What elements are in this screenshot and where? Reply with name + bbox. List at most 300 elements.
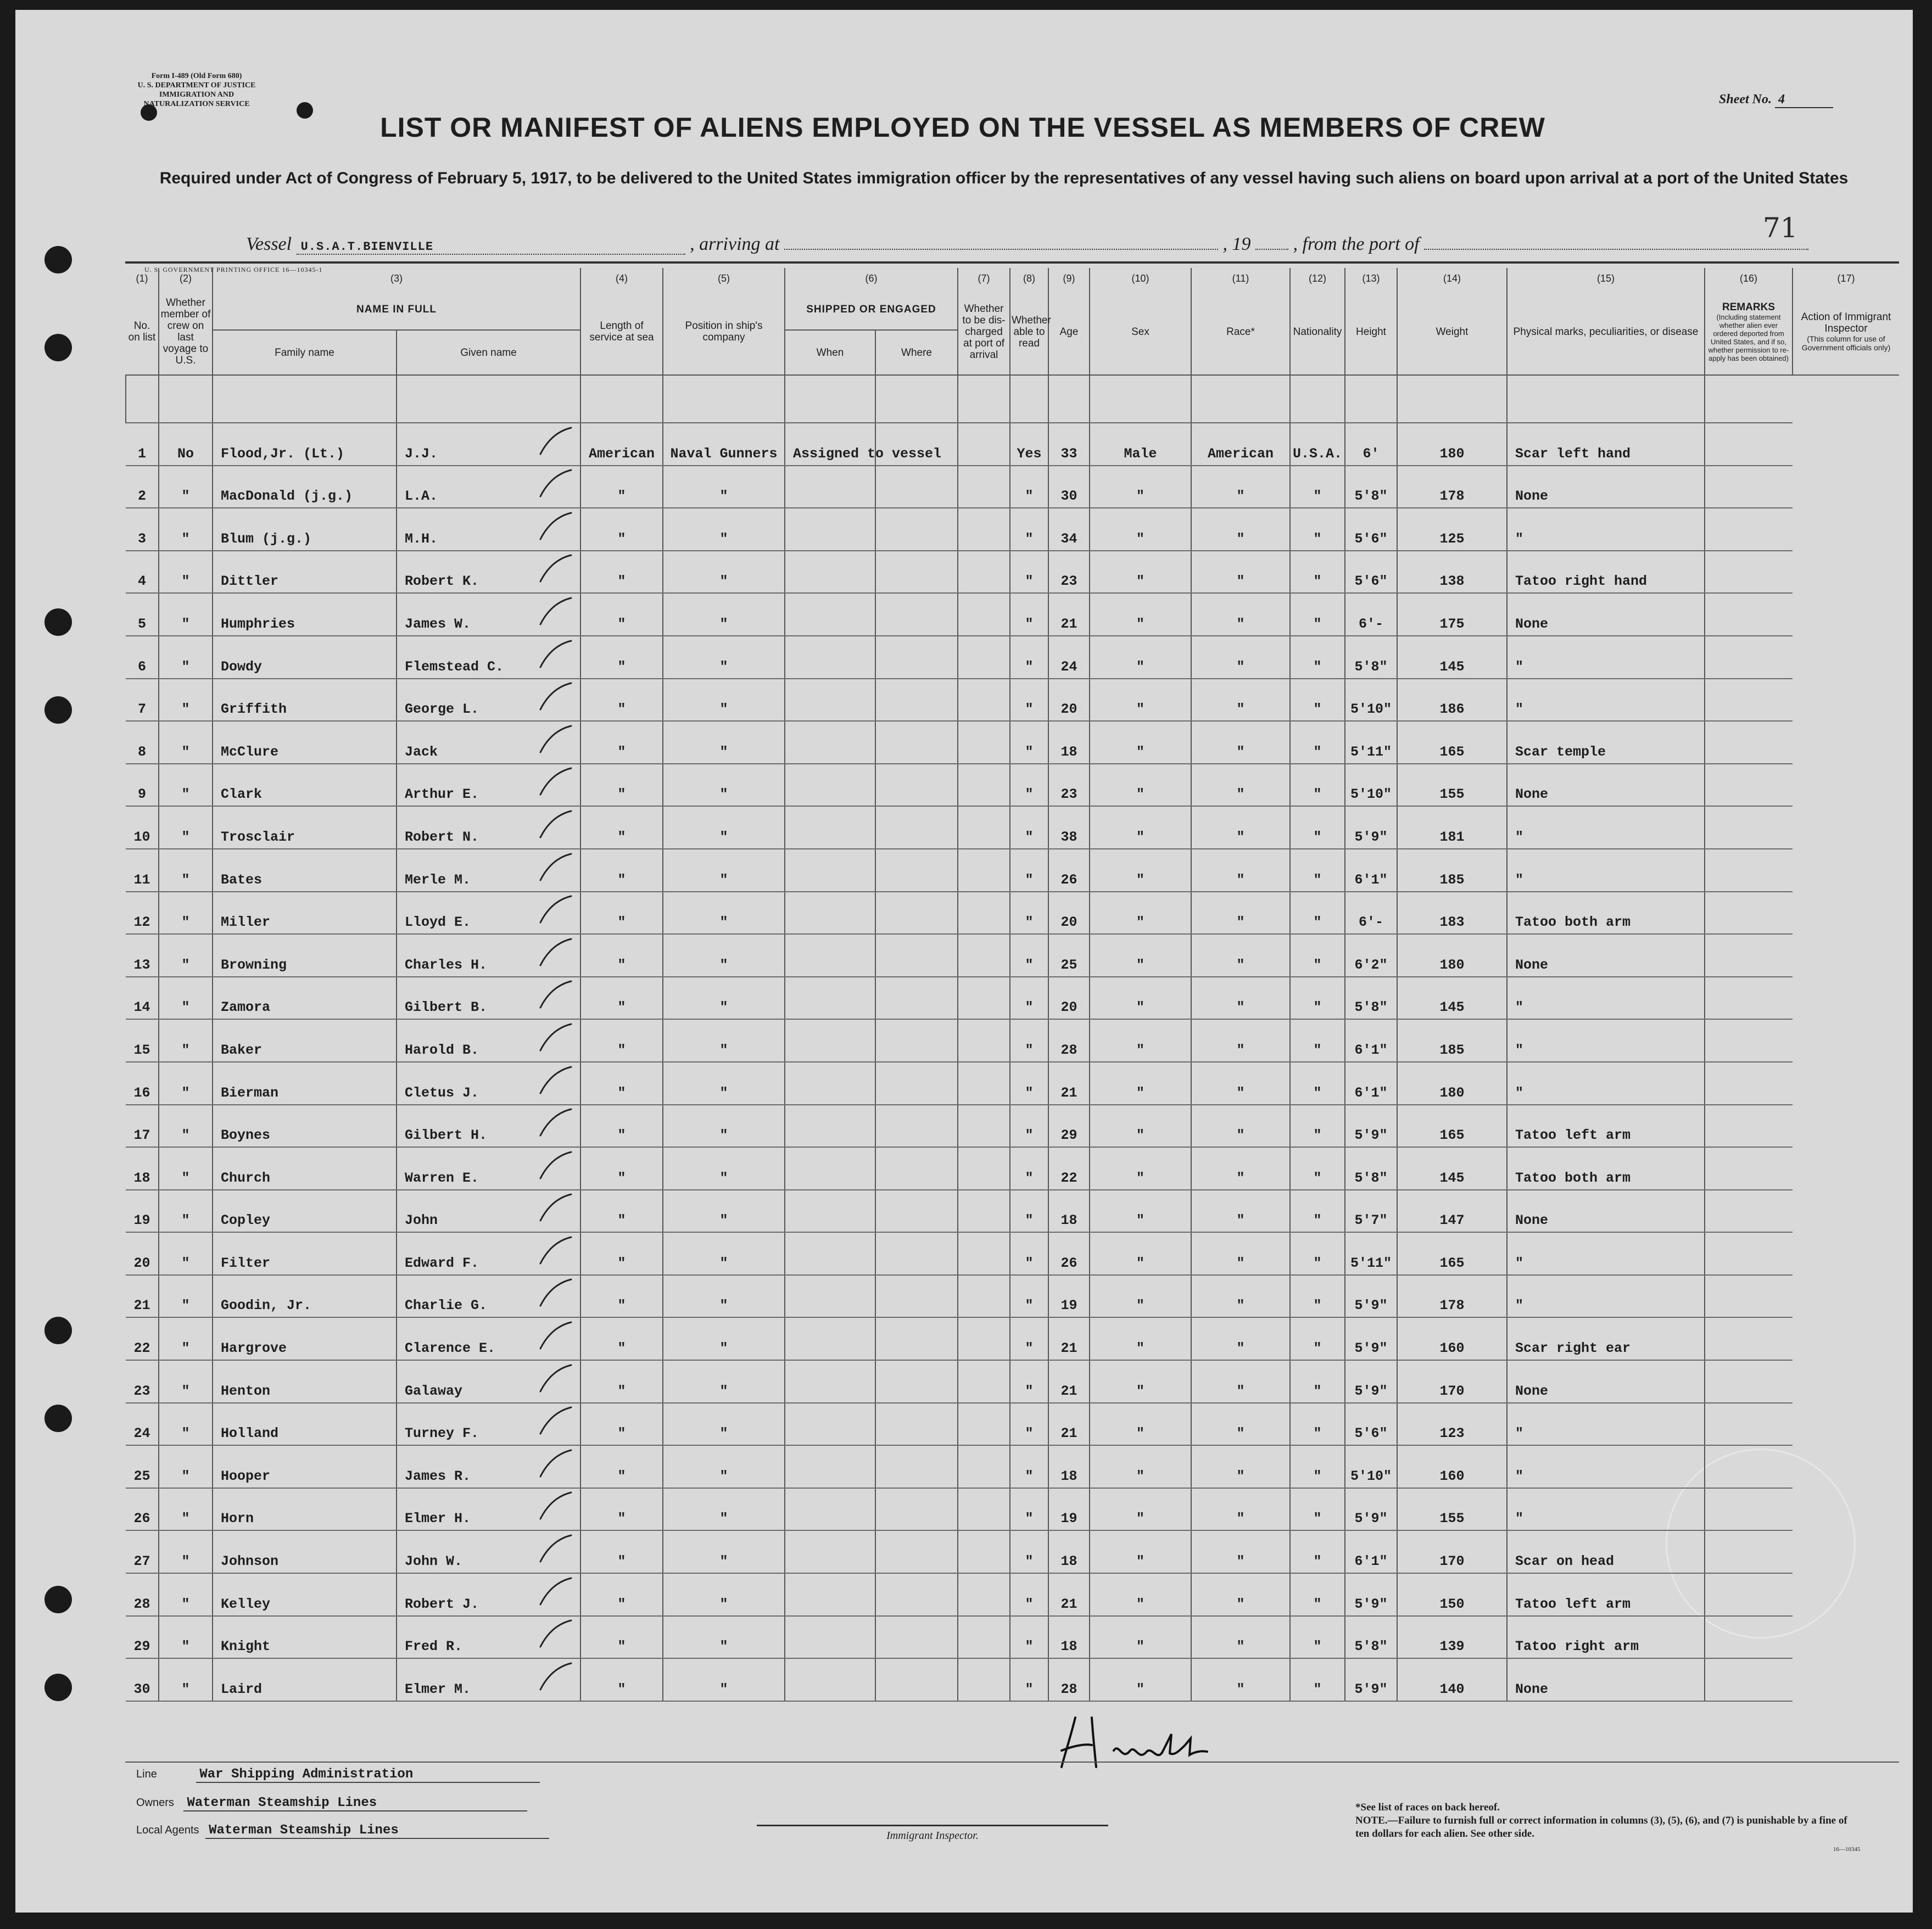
family-name: Henton	[221, 1383, 271, 1399]
weight-cell	[1397, 1488, 1507, 1531]
physical-marks-cell	[1507, 551, 1705, 594]
position: "	[719, 1511, 728, 1527]
given-name-cell	[397, 551, 580, 594]
physical-marks: None	[1515, 786, 1549, 803]
sex-cell	[1090, 1445, 1191, 1488]
department-name: U. S. DEPARTMENT OF JUSTICE	[137, 81, 256, 90]
given-name: Turney F.	[405, 1425, 479, 1442]
row-number: 19	[133, 1212, 150, 1229]
family-name: Horn	[221, 1511, 254, 1527]
row-number: 6	[137, 658, 146, 675]
family-name: Kelley	[221, 1596, 271, 1612]
member-last-voyage-cell	[159, 892, 213, 935]
height: 6'1"	[1354, 1553, 1388, 1570]
shipped-when-cell	[785, 1190, 875, 1233]
sex-cell	[1090, 1275, 1191, 1318]
sex: "	[1136, 658, 1144, 675]
row-number-cell	[126, 593, 159, 636]
nationality: "	[1313, 701, 1322, 718]
family-name: Zamora	[221, 999, 271, 1016]
age-cell	[1048, 1232, 1090, 1275]
sex-cell	[1090, 1232, 1191, 1275]
shipped-where-cell	[875, 1105, 958, 1148]
table-row	[126, 1488, 1899, 1531]
member-last-voyage-cell	[159, 423, 213, 466]
row-number: 7	[137, 701, 146, 718]
able-to-read: "	[1025, 1255, 1034, 1271]
sex: "	[1136, 1553, 1144, 1570]
given-name: Elmer H.	[405, 1511, 471, 1527]
weight: 165	[1439, 1127, 1465, 1144]
spacer-cell	[1290, 375, 1345, 423]
age-cell	[1048, 977, 1090, 1020]
agents-value: Waterman Steamship Lines	[205, 1823, 549, 1839]
race: "	[1236, 701, 1245, 718]
length-service: "	[617, 1425, 626, 1442]
member-last-voyage-cell	[159, 1488, 213, 1531]
height-cell	[1345, 764, 1397, 807]
height-cell	[1345, 806, 1397, 849]
height: 6'1"	[1354, 871, 1388, 888]
nationality-cell	[1290, 1019, 1345, 1062]
spacer-cell	[580, 375, 663, 423]
action-inspector-cell	[1705, 1062, 1793, 1105]
length-service: "	[617, 573, 626, 590]
age: 20	[1060, 999, 1077, 1016]
member-last-voyage-cell	[159, 1530, 213, 1573]
checkmark-icon	[536, 852, 574, 885]
shipped-where-cell	[875, 806, 958, 849]
sex: "	[1136, 1425, 1144, 1442]
header-length-service: Length of service at sea	[580, 289, 663, 375]
spacer-cell	[1345, 375, 1397, 423]
sheet-number-label: Sheet No.	[1719, 92, 1772, 107]
action-inspector-cell	[1705, 806, 1793, 849]
position-cell	[663, 934, 785, 977]
height-cell	[1345, 679, 1397, 722]
physical-marks-cell	[1507, 466, 1705, 508]
line-field	[136, 1767, 540, 1783]
member-last-voyage: "	[181, 871, 190, 888]
weight-cell	[1397, 1190, 1507, 1233]
position-cell	[663, 1445, 785, 1488]
header-nationality: Nationality	[1290, 289, 1345, 375]
weight-cell	[1397, 466, 1507, 508]
age-cell	[1048, 679, 1090, 722]
race: "	[1236, 573, 1245, 590]
sex-cell	[1090, 1573, 1191, 1616]
sex-cell	[1090, 1019, 1191, 1062]
age-cell	[1048, 892, 1090, 935]
position: Naval Gunners	[670, 445, 778, 462]
physical-marks-cell	[1507, 1658, 1705, 1701]
physical-marks: None	[1515, 957, 1549, 973]
family-name-cell	[213, 636, 397, 679]
family-name-cell	[213, 1275, 397, 1318]
length-service-cell	[580, 1105, 663, 1148]
header-weight: Weight	[1397, 289, 1507, 375]
header-position: Position in ship's company	[663, 289, 785, 375]
spacer-cell	[958, 375, 1010, 423]
height: 5'11"	[1350, 743, 1392, 760]
position: "	[719, 1681, 728, 1697]
weight-cell	[1397, 1658, 1507, 1701]
shipped-when-cell	[785, 636, 875, 679]
position-cell	[663, 508, 785, 551]
able-to-read: "	[1025, 1553, 1034, 1570]
physical-marks-cell	[1507, 1360, 1705, 1403]
shipped-where-cell	[875, 593, 958, 636]
nationality: "	[1313, 1298, 1322, 1314]
weight-cell	[1397, 1573, 1507, 1616]
row-number-cell	[126, 1105, 159, 1148]
given-name: Merle M.	[405, 871, 471, 888]
table-row	[126, 551, 1899, 594]
family-name-cell	[213, 934, 397, 977]
family-name: Bates	[221, 871, 263, 888]
sex-cell	[1090, 1658, 1191, 1701]
nationality: "	[1313, 957, 1322, 973]
physical-marks-cell	[1507, 1019, 1705, 1062]
member-last-voyage: "	[181, 1383, 190, 1399]
family-name-cell	[213, 593, 397, 636]
member-last-voyage: "	[181, 743, 190, 760]
col-num: (8)	[1010, 268, 1048, 289]
position-cell	[663, 551, 785, 594]
height: 6'-	[1358, 616, 1383, 632]
spacer-cell	[1010, 375, 1048, 423]
shipped-where-cell	[875, 1573, 958, 1616]
row-number-cell	[126, 1317, 159, 1360]
sex-cell	[1090, 1403, 1191, 1446]
race: "	[1236, 743, 1245, 760]
row-number-cell	[126, 423, 159, 466]
discharged-cell	[958, 1147, 1010, 1190]
checkmark-icon	[536, 553, 574, 586]
row-number: 18	[133, 1170, 150, 1186]
nationality-cell	[1290, 1147, 1345, 1190]
height: 5'9"	[1354, 1596, 1388, 1612]
sex: "	[1136, 743, 1144, 760]
sex: "	[1136, 1681, 1144, 1697]
header-physical-marks: Physical marks, peculiarities, or disease	[1507, 289, 1705, 375]
race: "	[1236, 1340, 1245, 1357]
member-last-voyage: "	[181, 1127, 190, 1144]
race: "	[1236, 1639, 1245, 1655]
able-to-read-cell	[1010, 849, 1048, 892]
member-last-voyage: "	[181, 658, 190, 675]
position-cell	[663, 1062, 785, 1105]
given-name: Robert N.	[405, 829, 479, 845]
length-service-cell	[580, 1445, 663, 1488]
table-row	[126, 1275, 1899, 1318]
age-cell	[1048, 466, 1090, 508]
nationality: "	[1313, 530, 1322, 547]
col-num: (5)	[663, 268, 785, 289]
table-row	[126, 892, 1899, 935]
member-last-voyage-cell	[159, 1019, 213, 1062]
col-num: (7)	[958, 268, 1010, 289]
age: 29	[1060, 1127, 1077, 1144]
family-name: Dittler	[221, 573, 279, 590]
family-name-cell	[213, 1488, 397, 1531]
family-name-cell	[213, 1403, 397, 1446]
row-number-cell	[126, 551, 159, 594]
physical-marks-cell	[1507, 1232, 1705, 1275]
shipped-when-cell	[785, 1062, 875, 1105]
physical-marks-cell	[1507, 1190, 1705, 1233]
physical-marks: None	[1515, 1681, 1549, 1697]
age: 38	[1060, 829, 1077, 845]
weight: 165	[1439, 743, 1465, 760]
page-subtitle: Required under Act of Congress of February 5, 1917, to be delivered to the United States immigration officer by the representatives of any vessel having such aliens on board upon arrival at a port of the United States	[159, 169, 1849, 187]
physical-marks-cell	[1507, 806, 1705, 849]
race-cell	[1191, 1403, 1290, 1446]
member-last-voyage-cell	[159, 1658, 213, 1701]
height: 5'8"	[1354, 658, 1388, 675]
family-name-cell	[213, 1658, 397, 1701]
physical-marks: Tatoo both arm	[1515, 914, 1631, 931]
given-name-cell	[397, 1062, 580, 1105]
given-name: Robert K.	[405, 573, 479, 590]
sex-cell	[1090, 849, 1191, 892]
race: "	[1236, 1170, 1245, 1186]
position: "	[719, 1212, 728, 1229]
row-number-cell	[126, 508, 159, 551]
member-last-voyage: "	[181, 1596, 190, 1612]
given-name-cell	[397, 764, 580, 807]
weight-cell	[1397, 1530, 1507, 1573]
able-to-read-cell	[1010, 1530, 1048, 1573]
header-discharged: Whether to be dis-charged at port of arrival	[958, 289, 1010, 375]
able-to-read-cell	[1010, 679, 1048, 722]
age: 21	[1060, 1596, 1077, 1612]
member-last-voyage: "	[181, 616, 190, 632]
able-to-read: "	[1025, 573, 1034, 590]
member-last-voyage-cell	[159, 551, 213, 594]
action-inspector-cell	[1705, 1317, 1793, 1360]
weight-cell	[1397, 1019, 1507, 1062]
punch-hole	[44, 608, 72, 636]
weight: 180	[1439, 957, 1465, 973]
height-cell	[1345, 1616, 1397, 1659]
given-name: James W.	[405, 616, 471, 632]
row-number-cell	[126, 764, 159, 807]
weight: 145	[1439, 999, 1465, 1016]
given-name: Cletus J.	[405, 1084, 479, 1101]
family-name-cell	[213, 1573, 397, 1616]
page-title: LIST OR MANIFEST OF ALIENS EMPLOYED ON THE VESSEL AS MEMBERS OF CREW	[380, 112, 1545, 143]
member-last-voyage-cell	[159, 1105, 213, 1148]
physical-marks: "	[1515, 1468, 1524, 1484]
race-cell	[1191, 1147, 1290, 1190]
action-inspector-cell	[1705, 1190, 1793, 1233]
header-sex: Sex	[1090, 289, 1191, 375]
age-cell	[1048, 1317, 1090, 1360]
length-service: "	[617, 999, 626, 1016]
race-cell	[1191, 849, 1290, 892]
checkmark-icon	[536, 1320, 574, 1353]
height: 5'11"	[1350, 1255, 1392, 1271]
weight: 150	[1439, 1596, 1465, 1612]
family-name-cell	[213, 423, 397, 466]
able-to-read: "	[1025, 829, 1034, 845]
race: "	[1236, 957, 1245, 973]
shipped-when-cell	[785, 721, 875, 764]
shipped-where-cell	[875, 977, 958, 1020]
able-to-read: "	[1025, 1425, 1034, 1442]
position: "	[719, 1298, 728, 1314]
agents-field	[136, 1823, 549, 1839]
weight: 175	[1439, 616, 1465, 632]
discharged-cell	[958, 1360, 1010, 1403]
shipped-where-cell	[875, 1403, 958, 1446]
physical-marks-cell	[1507, 1275, 1705, 1318]
able-to-read: "	[1025, 1340, 1034, 1357]
family-name: Copley	[221, 1212, 271, 1229]
age: 20	[1060, 701, 1077, 718]
age: 18	[1060, 743, 1077, 760]
family-name-cell	[213, 1616, 397, 1659]
shipped-when-cell	[785, 977, 875, 1020]
discharged-cell	[958, 593, 1010, 636]
race-cell	[1191, 679, 1290, 722]
nationality: "	[1313, 573, 1322, 590]
length-service-cell	[580, 1190, 663, 1233]
form-number: Form I-489 (Old Form 680)	[151, 72, 242, 80]
member-last-voyage: "	[181, 1468, 190, 1484]
action-inspector-cell	[1705, 1147, 1793, 1190]
physical-marks-cell	[1507, 849, 1705, 892]
row-number: 3	[137, 530, 146, 547]
member-last-voyage-cell	[159, 593, 213, 636]
shipped-when-cell	[785, 593, 875, 636]
checkmark-icon	[536, 1107, 574, 1140]
given-name-cell	[397, 423, 580, 466]
member-last-voyage: "	[181, 1511, 190, 1527]
sex: "	[1136, 1084, 1144, 1101]
row-number: 4	[137, 573, 146, 590]
given-name-cell	[397, 1658, 580, 1701]
action-inspector-cell	[1705, 721, 1793, 764]
family-name-cell	[213, 1019, 397, 1062]
discharged-cell	[958, 806, 1010, 849]
given-name-cell	[397, 1190, 580, 1233]
col-num: (9)	[1048, 268, 1090, 289]
sex-cell	[1090, 1530, 1191, 1573]
sex: "	[1136, 914, 1144, 931]
checkmark-icon	[536, 1405, 574, 1438]
nationality: "	[1313, 1255, 1322, 1271]
physical-marks-cell	[1507, 1488, 1705, 1531]
row-number-cell	[126, 806, 159, 849]
discharged-cell	[958, 1573, 1010, 1616]
position: "	[719, 1425, 728, 1442]
discharged-cell	[958, 934, 1010, 977]
weight-cell	[1397, 934, 1507, 977]
sex-cell	[1090, 764, 1191, 807]
discharged-cell	[958, 1275, 1010, 1318]
able-to-read-cell	[1010, 1232, 1048, 1275]
sex: "	[1136, 1468, 1144, 1484]
nationality-cell	[1290, 1530, 1345, 1573]
height-cell	[1345, 1445, 1397, 1488]
able-to-read: "	[1025, 999, 1034, 1016]
weight: 160	[1439, 1340, 1465, 1357]
punch-hole	[44, 334, 72, 361]
given-name-cell	[397, 977, 580, 1020]
year-field	[1255, 249, 1288, 250]
physical-marks: Tatoo left arm	[1515, 1596, 1631, 1612]
able-to-read-cell	[1010, 1616, 1048, 1659]
shipped-when-cell	[785, 1403, 875, 1446]
given-name-cell	[397, 806, 580, 849]
position-cell	[663, 1488, 785, 1531]
age: 21	[1060, 1425, 1077, 1442]
race: "	[1236, 1127, 1245, 1144]
nationality-cell	[1290, 721, 1345, 764]
discharged-cell	[958, 892, 1010, 935]
race-cell	[1191, 593, 1290, 636]
member-last-voyage: "	[181, 530, 190, 547]
discharged-cell	[958, 764, 1010, 807]
discharged-cell	[958, 1488, 1010, 1531]
from-port-field	[1424, 249, 1808, 250]
length-service: "	[617, 786, 626, 803]
age: 19	[1060, 1298, 1077, 1314]
weight: 180	[1439, 445, 1465, 462]
owners-value: Waterman Steamship Lines	[183, 1796, 527, 1811]
able-to-read-cell	[1010, 1488, 1048, 1531]
length-service: "	[617, 1639, 626, 1655]
physical-marks: "	[1515, 1042, 1524, 1058]
member-last-voyage-cell	[159, 1190, 213, 1233]
col-num: (4)	[580, 268, 663, 289]
nationality-cell	[1290, 508, 1345, 551]
row-number-cell	[126, 849, 159, 892]
shipped-when-cell	[785, 1275, 875, 1318]
family-name-cell	[213, 1147, 397, 1190]
spacer-cell	[126, 375, 159, 423]
position: "	[719, 786, 728, 803]
member-last-voyage: No	[177, 445, 194, 462]
nationality: "	[1313, 999, 1322, 1016]
handwritten-number: 71	[1763, 212, 1798, 244]
action-inspector-cell	[1705, 1232, 1793, 1275]
nationality-cell	[1290, 1190, 1345, 1233]
shipped-where-cell	[875, 1190, 958, 1233]
action-inspector-cell	[1705, 764, 1793, 807]
shipped-when-cell	[785, 551, 875, 594]
nationality: "	[1313, 488, 1322, 505]
physical-marks: "	[1515, 530, 1524, 547]
row-number: 20	[133, 1255, 150, 1271]
checkmark-icon	[536, 1065, 574, 1098]
table-row	[126, 1658, 1899, 1701]
year-label: , 19	[1222, 234, 1251, 254]
physical-marks-cell	[1507, 1445, 1705, 1488]
weight-cell	[1397, 764, 1507, 807]
length-service: "	[617, 1681, 626, 1697]
sex: "	[1136, 1383, 1144, 1399]
physical-marks-cell	[1507, 679, 1705, 722]
vessel-label: Vessel	[246, 234, 292, 254]
shipped-when-cell	[785, 679, 875, 722]
given-name: John	[405, 1212, 438, 1229]
sex-cell	[1090, 892, 1191, 935]
family-name-cell	[213, 551, 397, 594]
age-cell	[1048, 1190, 1090, 1233]
